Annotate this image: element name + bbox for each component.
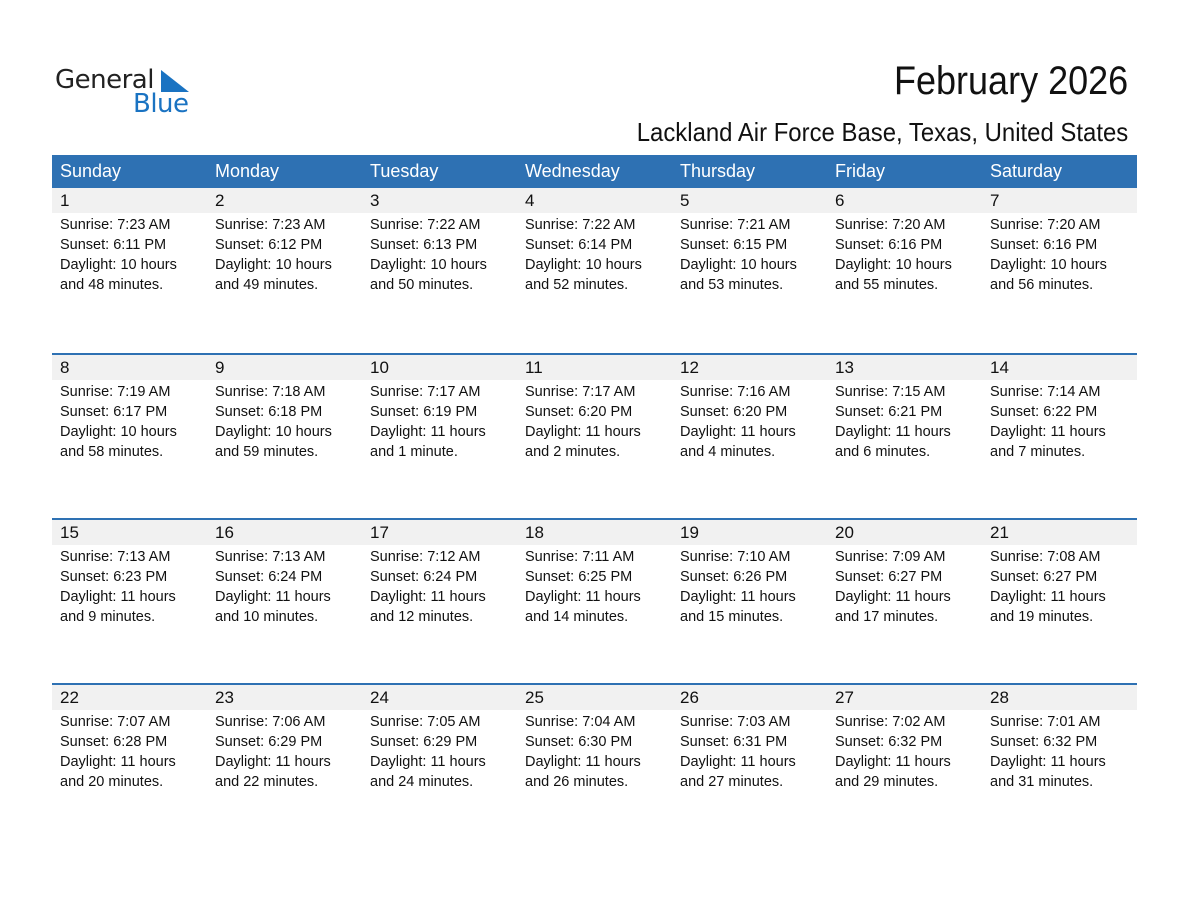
- day-number: 26: [680, 688, 699, 707]
- sunrise-text: Sunrise: 7:15 AM: [835, 384, 946, 400]
- sunrise-text: Sunrise: 7:16 AM: [680, 384, 791, 400]
- sunrise-text: Sunrise: 7:10 AM: [680, 549, 791, 565]
- daylight-text: Daylight: 10 hours: [370, 257, 487, 273]
- sunset-text: Sunset: 6:18 PM: [215, 404, 323, 420]
- day-cell: [207, 380, 362, 462]
- day-number: 25: [525, 688, 544, 707]
- sunrise-text: Sunrise: 7:22 AM: [525, 217, 636, 233]
- day-details-row: [52, 213, 1137, 295]
- sunrise-text: Sunrise: 7:06 AM: [215, 714, 326, 730]
- daylight-text: Daylight: 11 hours: [990, 424, 1106, 440]
- day-number: 11: [525, 358, 543, 377]
- sunset-text: Sunset: 6:32 PM: [835, 734, 943, 750]
- day-cell: [207, 710, 362, 792]
- day-number: 2: [215, 191, 225, 210]
- sunset-text: Sunset: 6:19 PM: [370, 404, 478, 420]
- day-details-row: [52, 380, 1137, 462]
- daylight-text: Daylight: 11 hours: [215, 589, 331, 605]
- logo-text-general: General: [55, 65, 154, 95]
- minutes-text: and 14 minutes.: [525, 609, 629, 625]
- sunset-text: Sunset: 6:15 PM: [680, 237, 788, 253]
- day-cell: [982, 545, 1137, 627]
- sunrise-text: Sunrise: 7:23 AM: [60, 217, 171, 233]
- day-cell: [827, 380, 982, 462]
- generalblue-logo: [55, 64, 205, 120]
- day-number: 16: [215, 523, 234, 542]
- sunset-text: Sunset: 6:29 PM: [215, 734, 323, 750]
- calendar-weeks: [52, 188, 1137, 848]
- sunrise-text: Sunrise: 7:03 AM: [680, 714, 791, 730]
- week-row: [52, 683, 1137, 848]
- day-number: 21: [990, 523, 1009, 542]
- sunrise-text: Sunrise: 7:14 AM: [990, 384, 1101, 400]
- daylight-text: Daylight: 11 hours: [525, 424, 641, 440]
- day-cell: [517, 710, 672, 792]
- day-cell: [827, 710, 982, 792]
- day-cell: [362, 545, 517, 627]
- day-number: 24: [370, 688, 389, 707]
- daylight-text: Daylight: 11 hours: [370, 424, 486, 440]
- day-number: 7: [990, 191, 1000, 210]
- daylight-text: Daylight: 11 hours: [680, 754, 796, 770]
- daylight-text: Daylight: 10 hours: [835, 257, 952, 273]
- sunrise-text: Sunrise: 7:08 AM: [990, 549, 1101, 565]
- daylight-text: Daylight: 11 hours: [990, 754, 1106, 770]
- sunset-text: Sunset: 6:25 PM: [525, 569, 633, 585]
- minutes-text: and 31 minutes.: [990, 774, 1094, 790]
- date-band: [52, 355, 1137, 380]
- weekday-saturday: Saturday: [990, 161, 1063, 181]
- day-cell: [672, 710, 827, 792]
- minutes-text: and 4 minutes.: [680, 444, 776, 460]
- weekday-friday: Friday: [835, 161, 886, 181]
- minutes-text: and 20 minutes.: [60, 774, 164, 790]
- day-number: 12: [680, 358, 699, 377]
- minutes-text: and 17 minutes.: [835, 609, 939, 625]
- daylight-text: Daylight: 11 hours: [680, 589, 796, 605]
- minutes-text: and 1 minute.: [370, 444, 458, 460]
- sunrise-text: Sunrise: 7:17 AM: [525, 384, 636, 400]
- day-cell: [827, 213, 982, 295]
- daylight-text: Daylight: 10 hours: [60, 424, 177, 440]
- minutes-text: and 52 minutes.: [525, 277, 629, 293]
- sunset-text: Sunset: 6:31 PM: [680, 734, 788, 750]
- sunrise-text: Sunrise: 7:09 AM: [835, 549, 946, 565]
- minutes-text: and 59 minutes.: [215, 444, 319, 460]
- day-cell: [362, 213, 517, 295]
- location-subtitle: Lackland Air Force Base, Texas, United States: [636, 117, 1128, 147]
- day-cell: [52, 380, 207, 462]
- sunset-text: Sunset: 6:23 PM: [60, 569, 168, 585]
- daylight-text: Daylight: 11 hours: [680, 424, 796, 440]
- minutes-text: and 53 minutes.: [680, 277, 784, 293]
- day-cell: [207, 213, 362, 295]
- date-band: [52, 685, 1137, 710]
- calendar-grid: [52, 155, 1137, 848]
- day-number: 5: [680, 191, 690, 210]
- sunrise-text: Sunrise: 7:20 AM: [990, 217, 1101, 233]
- minutes-text: and 58 minutes.: [60, 444, 164, 460]
- day-number: 10: [370, 358, 389, 377]
- sunset-text: Sunset: 6:16 PM: [990, 237, 1098, 253]
- minutes-text: and 50 minutes.: [370, 277, 474, 293]
- sunset-text: Sunset: 6:29 PM: [370, 734, 478, 750]
- sunrise-text: Sunrise: 7:12 AM: [370, 549, 481, 565]
- day-cell: [517, 545, 672, 627]
- minutes-text: and 19 minutes.: [990, 609, 1094, 625]
- day-cell: [362, 710, 517, 792]
- sunrise-text: Sunrise: 7:21 AM: [680, 217, 791, 233]
- day-cell: [52, 213, 207, 295]
- sunset-text: Sunset: 6:26 PM: [680, 569, 788, 585]
- weekday-sunday: Sunday: [60, 161, 122, 181]
- minutes-text: and 24 minutes.: [370, 774, 474, 790]
- sunrise-text: Sunrise: 7:13 AM: [60, 549, 171, 565]
- sunset-text: Sunset: 6:27 PM: [990, 569, 1098, 585]
- sunrise-text: Sunrise: 7:20 AM: [835, 217, 946, 233]
- day-number: 22: [60, 688, 79, 707]
- sunset-text: Sunset: 6:20 PM: [525, 404, 633, 420]
- day-number: 9: [215, 358, 225, 377]
- minutes-text: and 49 minutes.: [215, 277, 319, 293]
- day-cell: [52, 710, 207, 792]
- day-number: 20: [835, 523, 854, 542]
- sunrise-text: Sunrise: 7:23 AM: [215, 217, 326, 233]
- day-details-row: [52, 710, 1137, 792]
- weekday-monday: Monday: [215, 161, 280, 181]
- sunrise-text: Sunrise: 7:05 AM: [370, 714, 481, 730]
- sunrise-text: Sunrise: 7:22 AM: [370, 217, 481, 233]
- day-details-row: [52, 545, 1137, 627]
- day-number: 6: [835, 191, 845, 210]
- sunrise-text: Sunrise: 7:04 AM: [525, 714, 636, 730]
- minutes-text: and 10 minutes.: [215, 609, 319, 625]
- sunset-text: Sunset: 6:12 PM: [215, 237, 323, 253]
- sunset-text: Sunset: 6:16 PM: [835, 237, 943, 253]
- week-row: [52, 353, 1137, 518]
- day-number: 15: [60, 523, 79, 542]
- day-number: 27: [835, 688, 854, 707]
- minutes-text: and 2 minutes.: [525, 444, 621, 460]
- week-row: [52, 518, 1137, 683]
- day-number: 3: [370, 191, 380, 210]
- day-number: 17: [370, 523, 389, 542]
- sunset-text: Sunset: 6:13 PM: [370, 237, 478, 253]
- sunset-text: Sunset: 6:22 PM: [990, 404, 1098, 420]
- day-number: 28: [990, 688, 1009, 707]
- day-number: 1: [60, 191, 70, 210]
- sunset-text: Sunset: 6:21 PM: [835, 404, 943, 420]
- day-number: 19: [680, 523, 699, 542]
- minutes-text: and 15 minutes.: [680, 609, 784, 625]
- minutes-text: and 7 minutes.: [990, 444, 1086, 460]
- sunset-text: Sunset: 6:20 PM: [680, 404, 788, 420]
- sunrise-text: Sunrise: 7:17 AM: [370, 384, 481, 400]
- sunset-text: Sunset: 6:24 PM: [370, 569, 478, 585]
- day-number: 8: [60, 358, 70, 377]
- sunset-text: Sunset: 6:32 PM: [990, 734, 1098, 750]
- sunrise-text: Sunrise: 7:18 AM: [215, 384, 326, 400]
- date-band: [52, 520, 1137, 545]
- minutes-text: and 56 minutes.: [990, 277, 1094, 293]
- weekday-tuesday: Tuesday: [370, 161, 439, 181]
- day-number: 4: [525, 191, 535, 210]
- date-band: [52, 188, 1137, 213]
- day-cell: [982, 213, 1137, 295]
- daylight-text: Daylight: 11 hours: [990, 589, 1106, 605]
- sunset-text: Sunset: 6:14 PM: [525, 237, 633, 253]
- daylight-text: Daylight: 11 hours: [370, 589, 486, 605]
- daylight-text: Daylight: 10 hours: [680, 257, 797, 273]
- daylight-text: Daylight: 11 hours: [525, 754, 641, 770]
- day-cell: [672, 213, 827, 295]
- sunset-text: Sunset: 6:11 PM: [60, 237, 167, 253]
- daylight-text: Daylight: 11 hours: [60, 589, 176, 605]
- sunrise-text: Sunrise: 7:01 AM: [990, 714, 1101, 730]
- day-number: 23: [215, 688, 234, 707]
- sunset-text: Sunset: 6:28 PM: [60, 734, 168, 750]
- minutes-text: and 12 minutes.: [370, 609, 474, 625]
- minutes-text: and 9 minutes.: [60, 609, 156, 625]
- sunrise-text: Sunrise: 7:13 AM: [215, 549, 326, 565]
- day-number: 18: [525, 523, 544, 542]
- daylight-text: Daylight: 10 hours: [990, 257, 1107, 273]
- day-cell: [517, 213, 672, 295]
- sunrise-text: Sunrise: 7:11 AM: [525, 549, 635, 565]
- sunset-text: Sunset: 6:27 PM: [835, 569, 943, 585]
- daylight-text: Daylight: 10 hours: [60, 257, 177, 273]
- daylight-text: Daylight: 11 hours: [215, 754, 331, 770]
- sunrise-text: Sunrise: 7:07 AM: [60, 714, 171, 730]
- daylight-text: Daylight: 10 hours: [215, 424, 332, 440]
- week-row: [52, 188, 1137, 353]
- minutes-text: and 48 minutes.: [60, 277, 164, 293]
- day-cell: [672, 380, 827, 462]
- daylight-text: Daylight: 10 hours: [215, 257, 332, 273]
- weekday-wednesday: Wednesday: [525, 161, 620, 181]
- daylight-text: Daylight: 11 hours: [60, 754, 176, 770]
- sunset-text: Sunset: 6:17 PM: [60, 404, 168, 420]
- day-cell: [982, 710, 1137, 792]
- daylight-text: Daylight: 11 hours: [835, 754, 951, 770]
- logo-text-blue: Blue: [133, 89, 189, 119]
- weekday-header: [52, 155, 1137, 188]
- sunset-text: Sunset: 6:24 PM: [215, 569, 323, 585]
- day-cell: [982, 380, 1137, 462]
- day-cell: [517, 380, 672, 462]
- daylight-text: Daylight: 11 hours: [370, 754, 486, 770]
- minutes-text: and 55 minutes.: [835, 277, 939, 293]
- day-cell: [827, 545, 982, 627]
- day-cell: [52, 545, 207, 627]
- sunset-text: Sunset: 6:30 PM: [525, 734, 633, 750]
- day-cell: [207, 545, 362, 627]
- minutes-text: and 6 minutes.: [835, 444, 931, 460]
- day-number: 13: [835, 358, 854, 377]
- minutes-text: and 27 minutes.: [680, 774, 784, 790]
- minutes-text: and 22 minutes.: [215, 774, 319, 790]
- weekday-thursday: Thursday: [680, 161, 756, 181]
- day-number: 14: [990, 358, 1009, 377]
- sunrise-text: Sunrise: 7:02 AM: [835, 714, 946, 730]
- day-cell: [672, 545, 827, 627]
- sunrise-text: Sunrise: 7:19 AM: [60, 384, 171, 400]
- day-cell: [362, 380, 517, 462]
- page-title: February 2026: [893, 59, 1128, 103]
- minutes-text: and 26 minutes.: [525, 774, 629, 790]
- daylight-text: Daylight: 10 hours: [525, 257, 642, 273]
- daylight-text: Daylight: 11 hours: [525, 589, 641, 605]
- minutes-text: and 29 minutes.: [835, 774, 939, 790]
- daylight-text: Daylight: 11 hours: [835, 424, 951, 440]
- daylight-text: Daylight: 11 hours: [835, 589, 951, 605]
